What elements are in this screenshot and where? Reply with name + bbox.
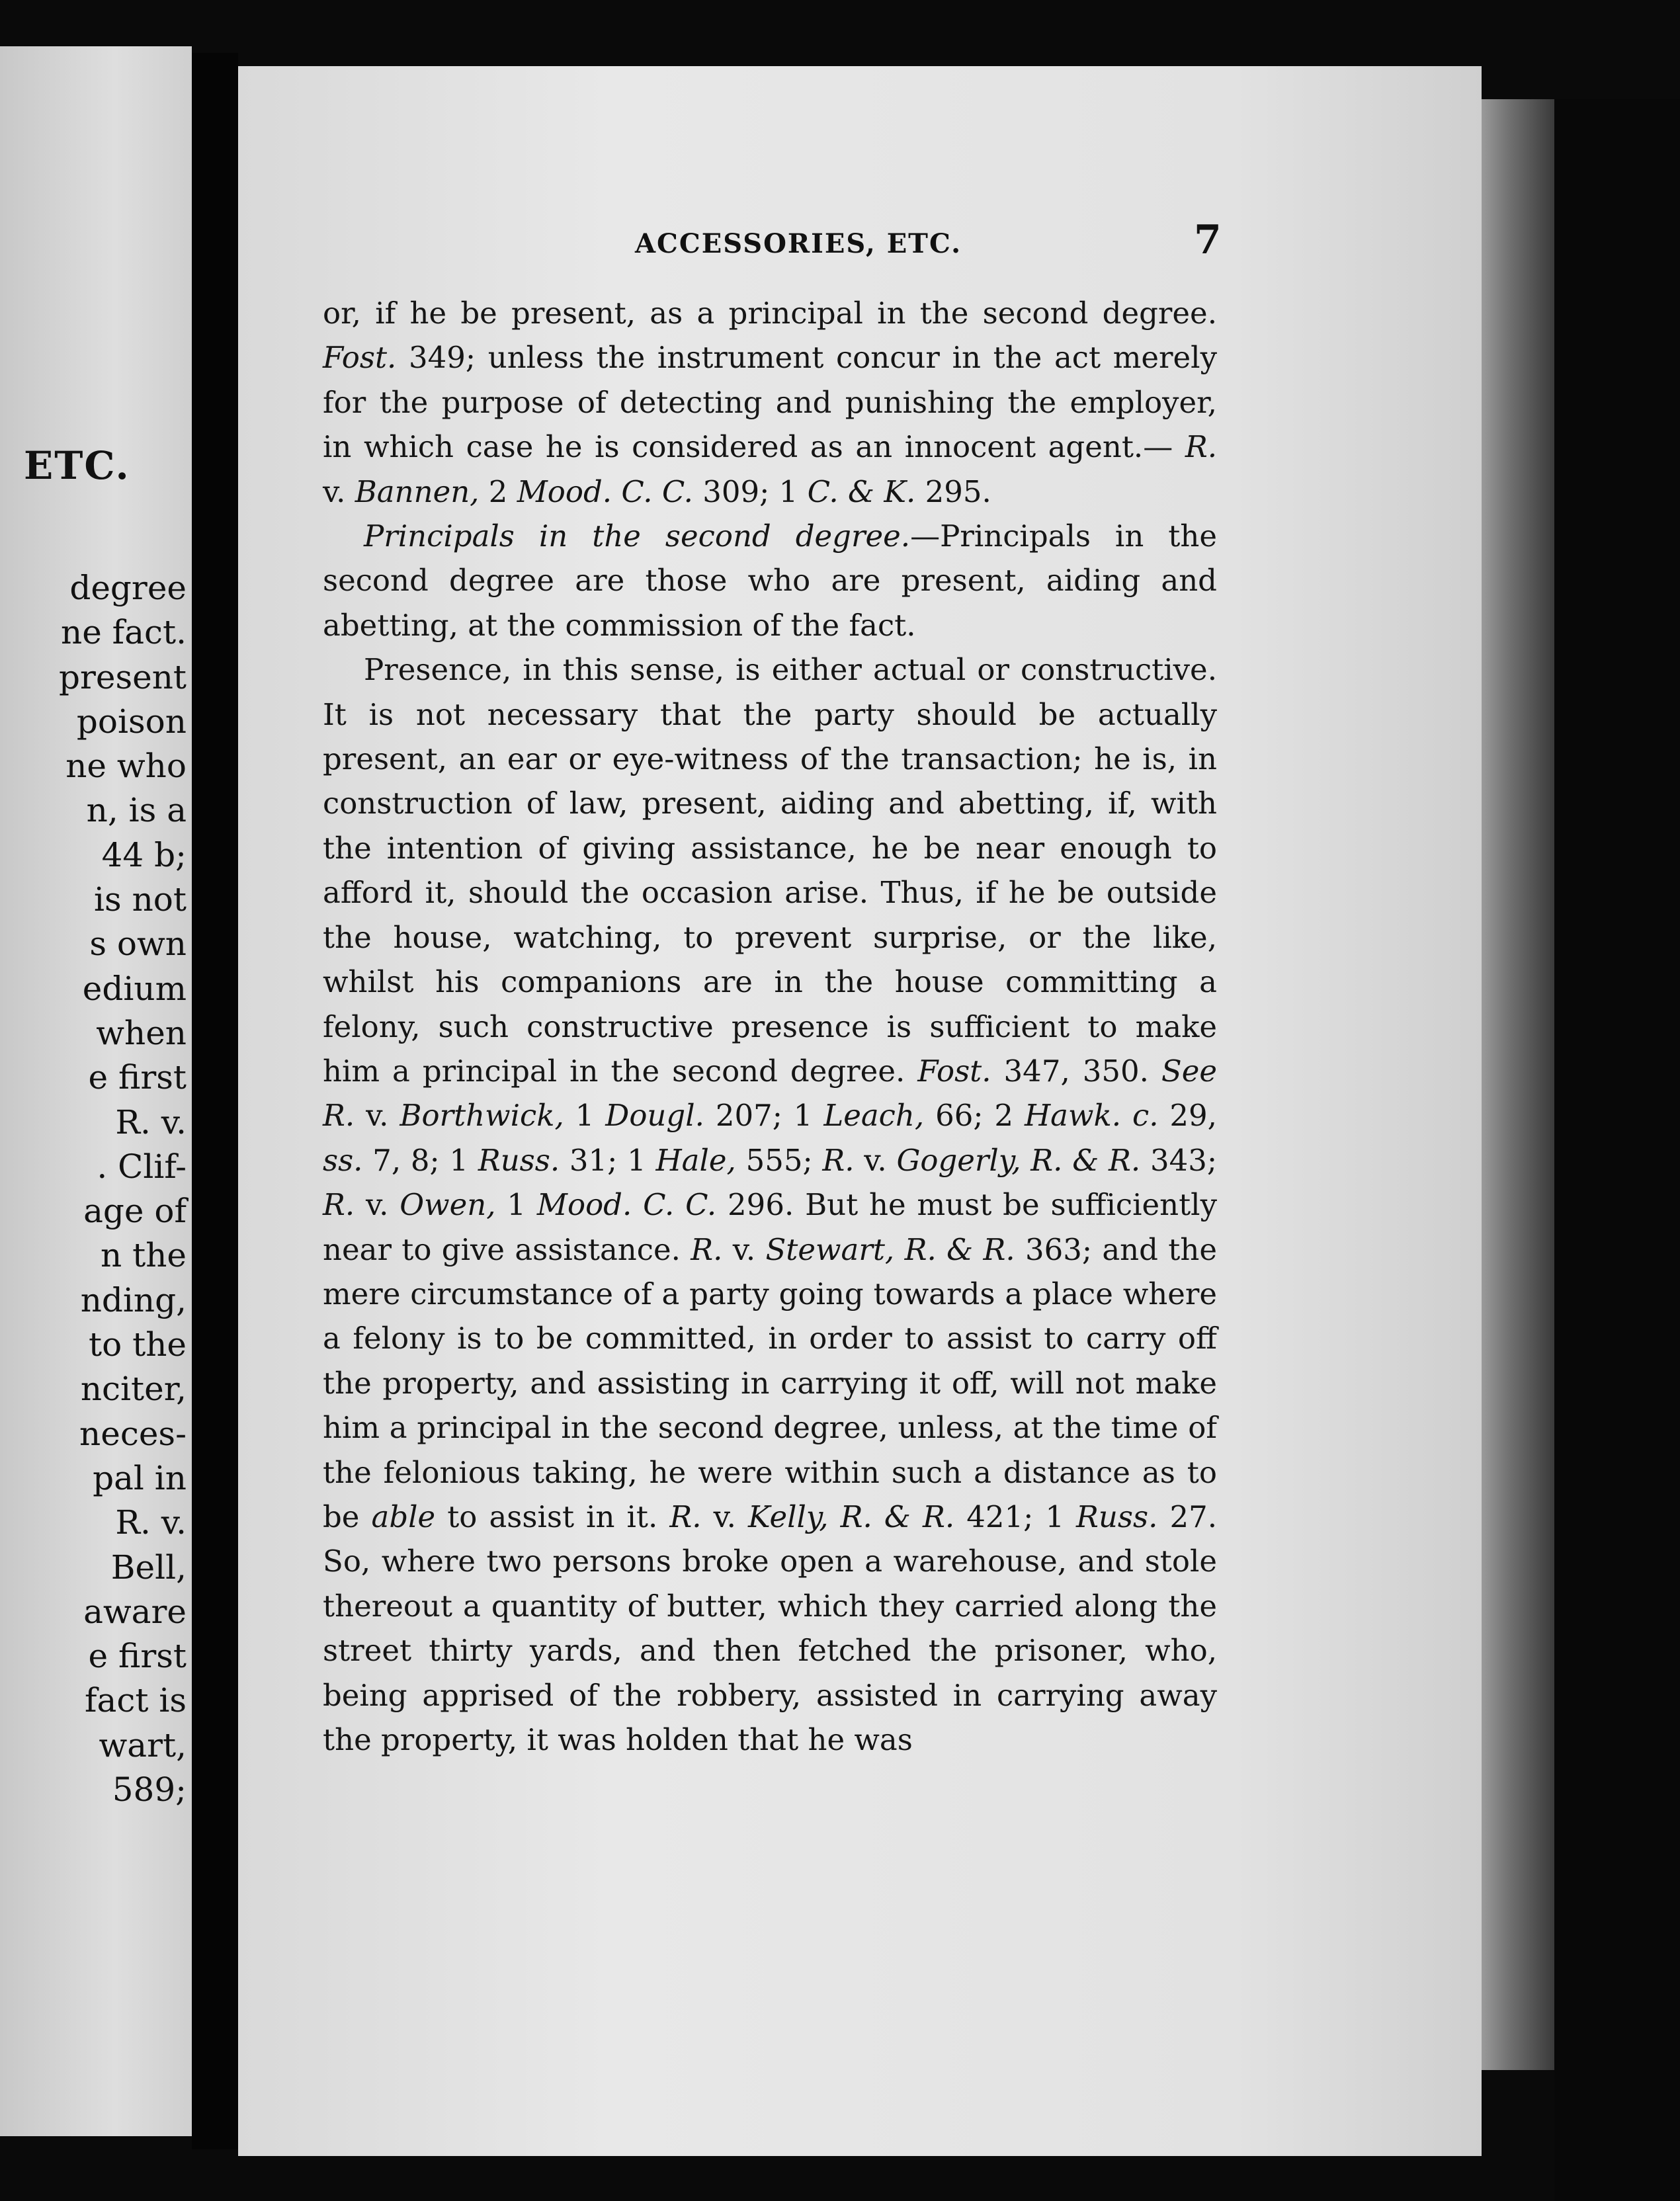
book-gutter — [192, 53, 238, 2149]
facing-page-line: n, is a — [86, 791, 187, 830]
facing-page-line: present — [58, 657, 187, 696]
facing-page-line: . Clif- — [97, 1147, 187, 1186]
facing-page-line: 44 b; — [101, 835, 187, 874]
facing-page-line: nding, — [80, 1280, 187, 1319]
facing-page-line: fact is — [85, 1681, 187, 1720]
section-heading: Principals in the second degree. — [364, 519, 911, 554]
facing-page-line: wart, — [99, 1725, 187, 1765]
facing-page-text — [7, 566, 192, 1812]
facing-page-line: age of — [83, 1192, 187, 1231]
facing-page-line: pal in — [93, 1458, 187, 1497]
page-edges — [1482, 99, 1554, 2070]
facing-page-line: degree — [69, 569, 187, 607]
scan-border — [1554, 99, 1680, 2201]
facing-page-header: ETC. — [24, 443, 130, 488]
facing-page-line: R. v. — [115, 1102, 187, 1142]
facing-page — [0, 46, 192, 2136]
facing-page-line: when — [96, 1013, 187, 1052]
facing-page-line: e first — [88, 1058, 187, 1097]
paragraph: or, if he be present, as a principal in the second degree. Fost. 349; unless the instrument concur in the act merely for the purpose of detecting and punishing the employer, in which case he is considered as an innocent agent.— R. v. Bannen, 2 Mood. C. C. 309; 1 C. & K. 295. — [323, 296, 1217, 509]
facing-page-line: s own — [89, 925, 187, 964]
facing-page-line: is not — [94, 880, 187, 919]
paragraph: Principals in the second degree.—Principals in the second degree are those who are present, aiding and abetting, at the commission of the fact. — [323, 519, 1217, 643]
facing-page-line: nciter, — [80, 1370, 187, 1409]
paragraph: Presence, in this sense, is either actual or constructive. It is not necessary that the party should be actually present, an ear or eye-witness of the transaction; he is, in construction of law, present, aiding and abetting, if, with the intention of giving assistance, he be near enough to afford it, should the occasion arise. Thus, if he be outside the house, watching, to prevent surprise, or the like, whilst his companions are in the house committing a felony, such constructive presence is sufficient to make him a principal in the second degree. Fost. 347, 350. See R. v. Borthwick, 1 Dougl. 207; 1 Leach, 66; 2 Hawk. c. 29, ss. 7, 8; 1 Russ. 31; 1 Hale, 555; R. v. Gogerly, R. & R. 343; R. v. Owen, 1 Mood. C. C. 296. But he must be sufficiently near to give assistance. R. v. Stewart, R. & R. 363; and the mere circumstance of a party going towards a place where a felony is to be committed, in order to assist to carry off the property, and assisting in carrying it off, will not make him a principal in the second degree, unless, at the time of the felonious taking, he were within such a distance as to be able to assist in it. R. v. Kelly, R. & R. 421; 1 Russ. 27. So, where two persons broke open a warehouse, and stole thereout a quantity of butter, which they carried along the street thirty yards, and then fetched the prisoner, who, being apprised of the robbery, assisted in carrying away the property, it was holden that he was — [323, 652, 1218, 1757]
page-body — [323, 291, 1217, 1762]
facing-page-line: 589; — [112, 1770, 187, 1809]
facing-page-line: e first — [88, 1637, 187, 1676]
facing-page-line: R. v. — [115, 1503, 187, 1542]
facing-page-line: ne fact. — [61, 613, 187, 652]
facing-page-line: ne who — [65, 747, 187, 786]
running-head: ACCESSORIES, ETC. — [635, 228, 962, 259]
facing-page-line: edium — [82, 969, 187, 1008]
facing-page-line: neces- — [79, 1414, 187, 1453]
facing-page-line: n the — [101, 1236, 187, 1275]
facing-page-line: to the — [89, 1325, 187, 1364]
page-number: 7 — [1194, 217, 1222, 263]
facing-page-line: poison — [76, 702, 187, 741]
facing-page-line: Bell, — [110, 1548, 187, 1587]
facing-page-line: aware — [83, 1592, 187, 1631]
